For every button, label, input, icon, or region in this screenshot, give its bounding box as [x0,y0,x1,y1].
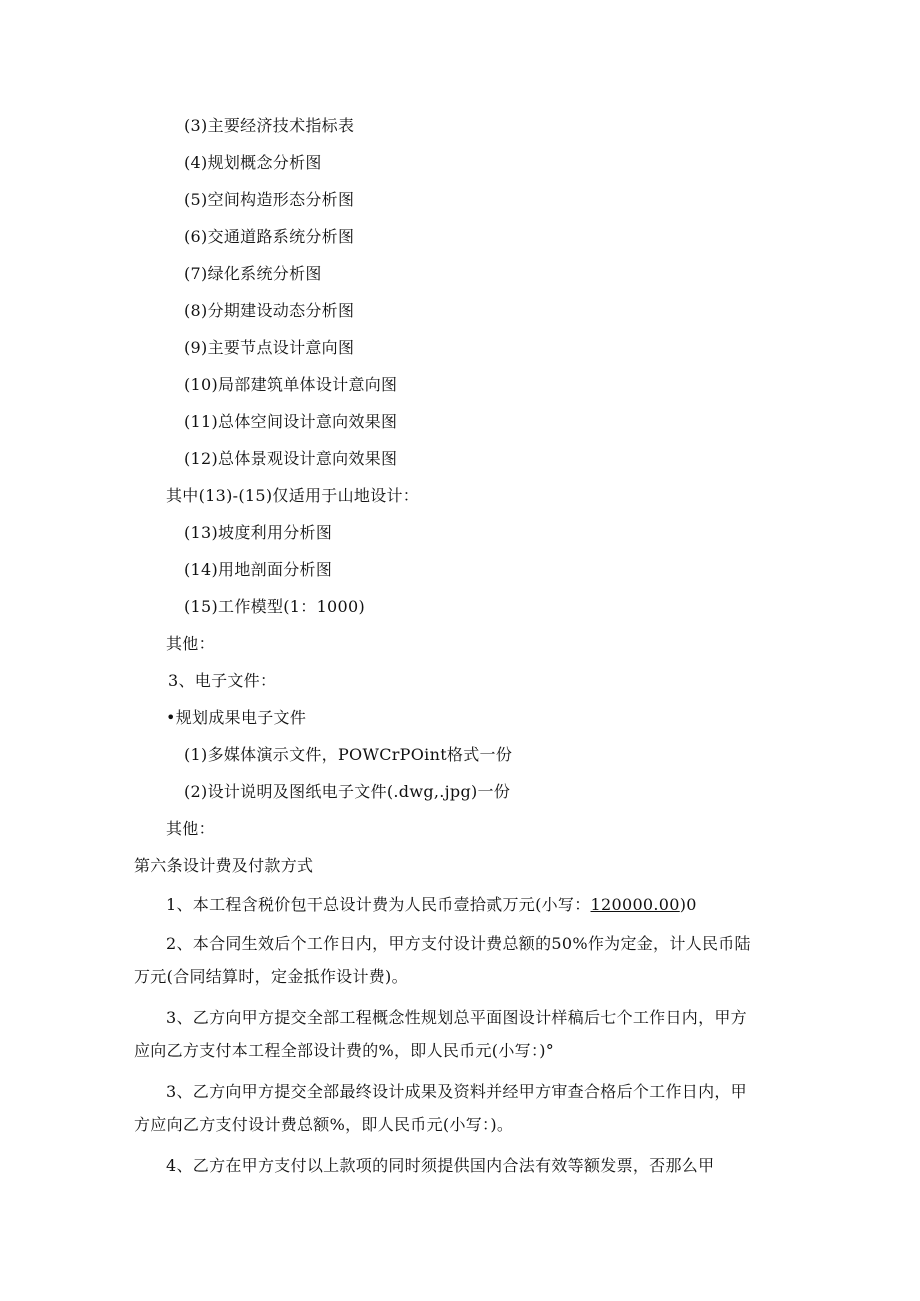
list-item: (10)局部建筑单体设计意向图 [184,375,398,394]
list-item: (4)规划概念分析图 [184,153,322,172]
paragraph-final-payment-line1: 3、乙方向甲方提交全部最终设计成果及资料并经甲方审查合格后个工作日内，甲 [166,1082,747,1101]
paragraph-final-payment-line2: 方应向乙方支付设计费总额%，即人民币元(小写：)。 [134,1115,514,1134]
fee-total-suffix: )0 [679,895,697,914]
paragraph-draft-payment-line2: 应向乙方支付本工程全部设计费的%，即人民币元(小写：)° [134,1041,555,1060]
fee-total-amount: 120000.00 [590,895,680,914]
paragraph-fee-total [166,895,697,915]
list-item: (8)分期建设动态分析图 [184,301,355,320]
list-item: (12)总体景观设计意向效果图 [184,449,398,468]
paragraph-invoice-line1: 4、乙方在甲方支付以上款项的同时须提供国内合法有效等额发票，否那么甲 [166,1156,715,1175]
fee-total-prefix: 1、本工程含税价包干总设计费为人民币壹拾贰万元(小写： [166,895,591,914]
article-title: 第六条设计费及付款方式 [134,856,314,875]
list-item: (14)用地剖面分析图 [184,560,333,579]
other-label: 其他： [166,819,215,838]
list-item: (7)绿化系统分析图 [184,264,322,283]
list-item: (3)主要经济技术指标表 [184,116,355,135]
list-item: (5)空间构造形态分析图 [184,190,355,209]
list-item: (15)工作模型(1：1000) [184,597,366,616]
paragraph-deposit-line2: 万元(合同结算时，定金抵作设计费)。 [134,967,408,986]
paragraph-draft-payment-line1: 3、乙方向甲方提交全部工程概念性规划总平面图设计样稿后七个工作日内，甲方 [166,1008,747,1027]
list-item: (1)多媒体演示文件，POWCrPOint格式一份 [184,745,513,764]
list-item: (11)总体空间设计意向效果图 [184,412,398,431]
list-item: (9)主要节点设计意向图 [184,338,355,357]
other-label: 其他： [166,634,215,653]
list-item: (6)交通道路系统分析图 [184,227,355,246]
paragraph-deposit-line1: 2、本合同生效后个工作日内，甲方支付设计费总额的50%作为定金，计人民币陆 [166,934,751,953]
list-item: (2)设计说明及图纸电子文件(.dwg,.jpg)一份 [184,782,511,801]
list-item: (13)坡度利用分析图 [184,523,333,542]
mountain-design-note: 其中(13)-(15)仅适用于山地设计： [166,486,420,505]
electronic-files-heading: 3、电子文件： [168,671,277,690]
bullet-heading: •规划成果电子文件 [166,708,307,727]
